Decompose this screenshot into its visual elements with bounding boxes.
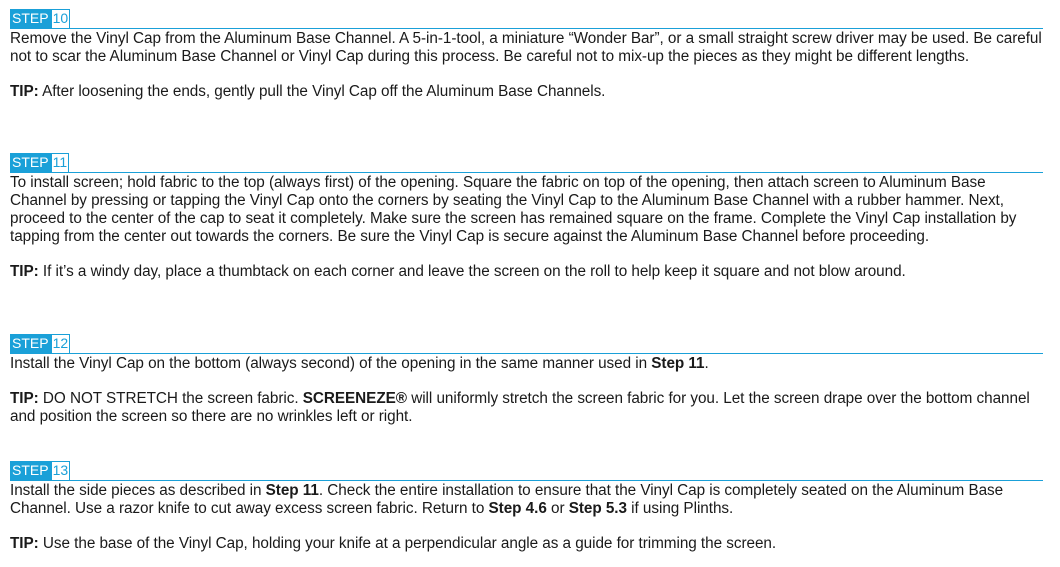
step-reference: Step 4.6 [488,500,547,517]
tip-label: TIP: [10,263,39,280]
step-body: To install screen; hold fabric to the top (always first) of the opening. Square the fabric on top of the opening, then attach screen to Aluminum Base Channel by pressing or tapping the Vinyl Cap onto the corners by seating the Vinyl Cap to the Aluminum Base Channel with a rubber hammer. Next, proceed to the center of the cap to seat it completely. Make sure the screen has remained square on the frame. Complete the Vinyl Cap installation by tapping from the center out towards the corners. Be sure the Vinyl Cap is secure against the Aluminum Base Channel before proceeding. [10,174,1017,245]
step-tip [10,83,1043,101]
step-body [10,355,1043,373]
step-badge [10,153,69,172]
step-body: Remove the Vinyl Cap from the Aluminum Base Channel. A 5-in-1-tool, a miniature “Wonder Bar”, or a small straight screw driver may be used. Be careful not to scar the Aluminum Base Channel or Vinyl Cap during this process. Be careful not to mix-up the pieces as they might be different lengths. [10,30,1042,65]
tip-text: If it’s a windy day, place a thumbtack on each corner and leave the screen on the roll to help keep it square and not blow around. [42,263,906,280]
body-text: . Check the entire installation to ensure that the Vinyl Cap is completely seated on the Aluminum Base Channel. Use a razor knife to cut away excess screen fabric. Return to [10,482,1004,517]
step-badge [10,461,70,480]
step-label: STEP [12,10,49,26]
step-reference: Step 11 [265,482,319,499]
tip-text: Use the base of the Vinyl Cap, holding your knife at a perpendicular angle as a guide for trimming the screen. [42,535,777,552]
step-header [10,153,1043,173]
step-body [10,482,1043,518]
body-text: Install the Vinyl Cap on the bottom (always second) of the opening in the same manner used in [10,355,652,372]
step-header [10,9,1043,29]
step-badge [10,9,70,28]
tip-text: will uniformly stretch the screen fabric for you. Let the screen drape over the bottom channel and position the screen so there are no wrinkles left or right. [10,390,1030,425]
tip-text: DO NOT STRETCH the screen fabric. [42,390,303,407]
step-label: STEP [12,154,49,170]
step-number: 13 [52,462,69,478]
step-10 [10,9,1043,101]
body-text: if using Plinths. [626,500,734,517]
step-label: STEP [12,462,49,478]
step-12 [10,334,1043,426]
step-label: STEP [12,335,49,351]
step-reference: Step 11 [651,355,705,372]
body-text: Install the side pieces as described in [10,482,266,499]
step-tip [10,390,1043,426]
step-number: 12 [52,335,69,351]
step-badge [10,334,70,353]
step-header [10,461,1043,481]
step-number: 11 [52,154,68,170]
tip-text: After loosening the ends, gently pull the Vinyl Cap off the Aluminum Base Channels. [42,83,606,100]
tip-label: TIP: [10,390,39,407]
body-text: or [546,500,569,517]
step-13 [10,461,1043,553]
tip-label: TIP: [10,535,39,552]
step-reference: Step 5.3 [568,500,627,517]
step-tip [10,535,1043,553]
step-number: 10 [52,10,69,26]
step-tip [10,263,1043,281]
tip-label: TIP: [10,83,39,100]
step-header [10,334,1043,354]
body-text: . [704,355,709,372]
step-11 [10,153,1043,281]
brand-name: SCREENEZE® [302,390,408,407]
